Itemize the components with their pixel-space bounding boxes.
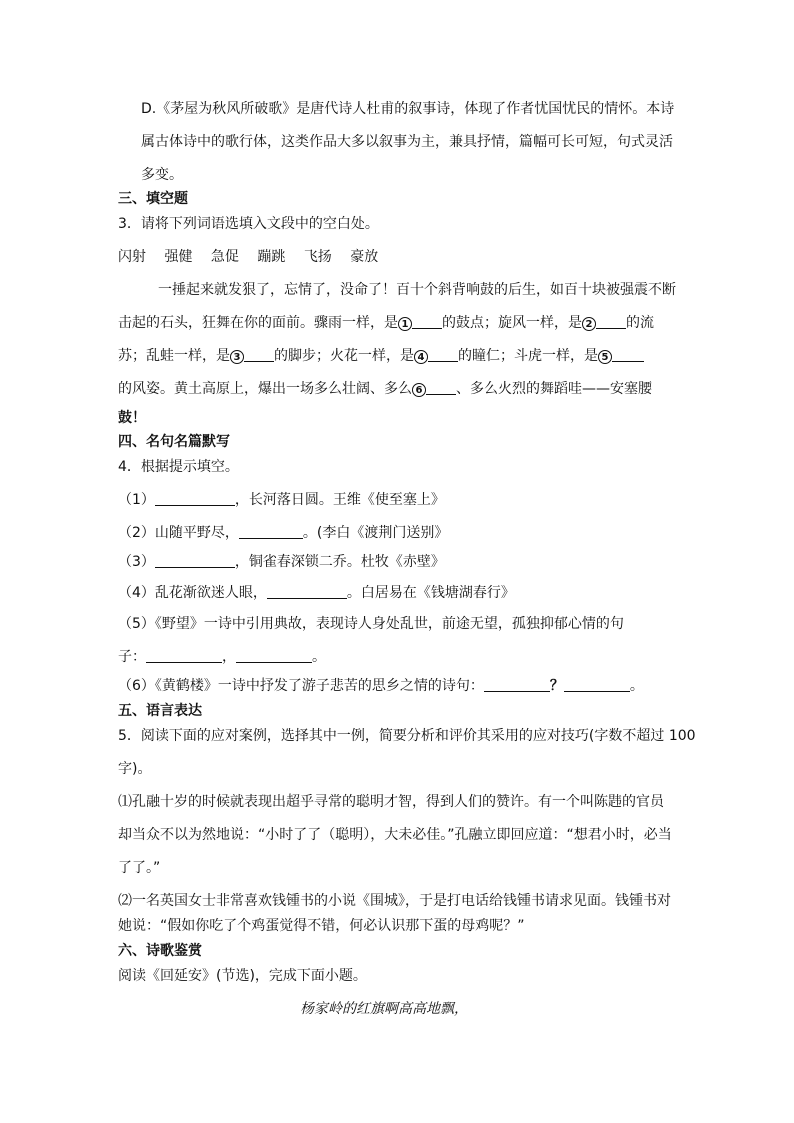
section-5-heading: 五、语言表达 xyxy=(118,703,202,719)
section-4-heading: 四、名句名篇默写 xyxy=(118,434,230,450)
poem-line-1: 杨家岭的红旗啊高高地飘， xyxy=(300,1001,468,1017)
poem-item-5: （5）《野望》一诗中引用典故，表现诗人身处乱世，前途无望，孤独抑郁心情的句 xyxy=(118,616,624,632)
fill-blank-6[interactable] xyxy=(426,380,456,395)
passage-line-2: 击起的石头，狂舞在你的面前。骤雨一样，是 1 的鼓点；旋风一样，是 2 的流 xyxy=(118,315,654,331)
question-3: 3．请将下列词语选填入文段中的空白处。 xyxy=(118,216,379,232)
blank-number-1: 1 xyxy=(398,317,412,331)
poem-item-6: （6）《黄鹤楼》一诗中抒发了游子悲苦的思乡之情的诗句： ？ 。 xyxy=(118,678,644,694)
blank-number-6: 6 xyxy=(412,383,426,397)
blank-number-3: 3 xyxy=(230,350,244,364)
option-d-line-1: D.《茅屋为秋风所破歌》是唐代诗人杜甫的叙事诗，体现了作者忧国忧民的情怀。本诗 xyxy=(141,101,675,117)
blank-number-5: 5 xyxy=(598,350,612,364)
passage-line-1: 一捶起来就发狠了，忘情了，没命了！百十个斜背响鼓的后生，如百十块被强震不断 xyxy=(158,282,676,298)
fill-blank-2[interactable] xyxy=(596,314,626,329)
question-4: 4．根据提示填空。 xyxy=(118,459,239,475)
poem-blank-5b[interactable] xyxy=(236,648,312,663)
question-5-line-1: 5．阅读下面的应对案例，选择其中一例，简要分析和评价其采用的应对技巧(字数不超过 100 xyxy=(118,728,696,744)
poem-blank-4[interactable] xyxy=(267,584,347,599)
poem-blank-6b[interactable] xyxy=(564,677,630,692)
word-bank xyxy=(118,247,392,267)
passage-line-5: 鼓！ xyxy=(118,410,146,426)
word-2: 强健 xyxy=(164,249,193,265)
fill-blank-4[interactable] xyxy=(428,347,458,362)
fill-blank-5[interactable] xyxy=(612,347,644,362)
option-d-line-3: 多变。 xyxy=(141,167,183,183)
case-1-line-1: ⑴孔融十岁的时候就表现出超乎寻常的聪明才智，得到人们的赞许。有一个叫陈韪的官员 xyxy=(118,794,664,810)
passage-line-3: 苏；乱蛙一样，是 3 的脚步；火花一样，是 4 的瞳仁；斗虎一样，是 5 xyxy=(118,346,644,366)
option-d-line-2: 属古体诗中的歌行体，这类作品大多以叙事为主，兼具抒情，篇幅可长可短，句式灵活 xyxy=(141,134,673,150)
poem-blank-2[interactable] xyxy=(239,524,303,539)
poem-blank-6a[interactable] xyxy=(484,677,550,692)
case-2-line-2: 她说：“假如你吃了个鸡蛋觉得不错，何必认识那下蛋的母鸡呢？” xyxy=(118,918,525,934)
blank-number-2: 2 xyxy=(582,317,596,331)
question-6: 阅读《回延安》(节选)，完成下面小题。 xyxy=(118,968,367,984)
question-5-line-2: 字)。 xyxy=(118,761,152,777)
case-1-line-3: 了了。” xyxy=(118,860,161,876)
fill-blank-3[interactable] xyxy=(244,347,274,362)
passage-line-4: 的风姿。黄土高原上，爆出一场多么壮阔、多么 6 、多么火烈的舞蹈哇——安塞腰 xyxy=(118,381,652,397)
poem-item-2: （2）山随平野尽， 。(李白《渡荆门送别》 xyxy=(118,525,449,541)
poem-blank-5a[interactable] xyxy=(146,648,222,663)
fill-blank-1[interactable] xyxy=(412,314,442,329)
poem-item-3: （3） ，铜雀春深锁二乔。杜牧《赤壁》 xyxy=(118,554,445,570)
case-2-line-1: ⑵一名英国女士非常喜欢钱锺书的小说《围城》，于是打电话给钱锺书请求见面。钱锺书对 xyxy=(118,893,671,909)
word-1: 闪射 xyxy=(118,249,146,265)
section-3-heading: 三、填空题 xyxy=(118,191,188,207)
poem-blank-3[interactable] xyxy=(155,553,235,568)
case-1-line-2: 却当众不以为然地说：“小时了了（聪明），大未必佳。”孔融立即回应道：“想君小时，必当 xyxy=(118,827,672,843)
section-6-heading: 六、诗歌鉴赏 xyxy=(118,943,202,959)
poem-item-4: （4）乱花渐欲迷人眼， 。白居易在《钱塘湖春行》 xyxy=(118,585,515,601)
blank-number-4: 4 xyxy=(414,350,428,364)
word-4: 蹦跳 xyxy=(257,249,286,265)
word-5: 飞扬 xyxy=(303,249,332,265)
word-6: 豪放 xyxy=(350,249,379,265)
poem-item-1: （1） ，长河落日圆。王维《使至塞上》 xyxy=(118,492,445,508)
word-3: 急促 xyxy=(210,249,239,265)
poem-blank-1[interactable] xyxy=(155,491,235,506)
poem-item-5-cont: 子： ， 。 xyxy=(118,649,326,665)
